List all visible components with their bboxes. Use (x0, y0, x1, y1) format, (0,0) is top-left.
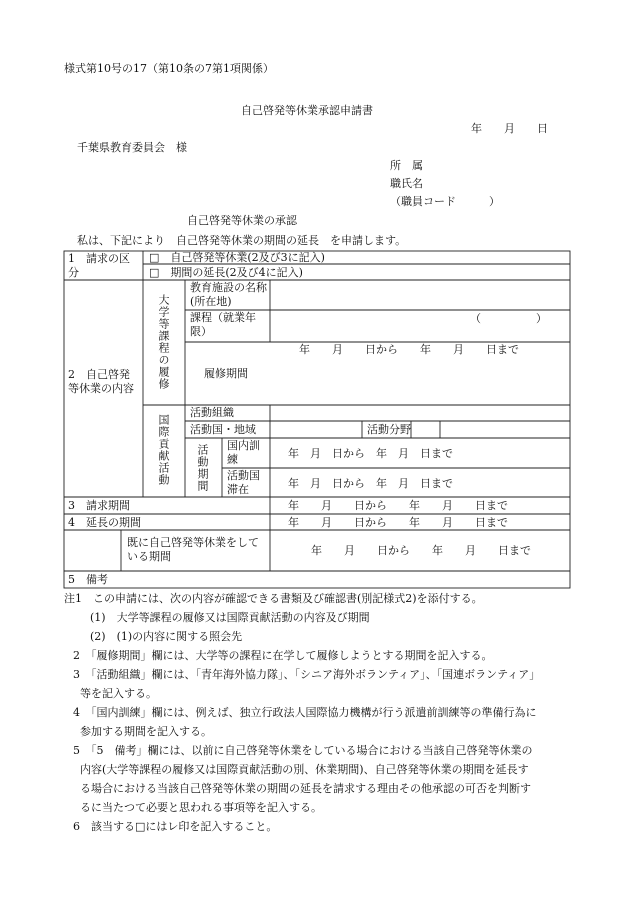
note-6: 6 該当する□にはレ印を記入すること。 (73, 820, 278, 833)
note-1-2: (2) (1)の内容に関する照会先 (90, 630, 243, 643)
edu-facility-label: 教育施設の名称(所在地) (190, 281, 267, 308)
note-4: 4 「国内訓練」欄には、例えば、独立行政法人国際協力機構が行う派遣前訓練等の準備行為に (73, 706, 537, 719)
study-period-value: 年 月 日から 年 月 日まで (299, 343, 519, 356)
note-5-cont-3: るに当たつて必要と思われる事項等を記入する。 (80, 801, 322, 814)
form-title: 自己啓発等休業承認申請書 (241, 104, 373, 117)
course-paren: （ ） (470, 312, 547, 325)
row4-label: 4 延長の期間 (68, 516, 141, 529)
country-label: 活動国・地域 (190, 423, 256, 436)
domestic-training-value: 年 月 日から 年 月 日まで (288, 447, 453, 460)
note-1: 注1 この申請には、次の内容が確認できる書類及び確認書(別記様式2)を添付する。 (64, 592, 483, 605)
form-number: 様式第10号の17（第10条の7第1項関係） (64, 62, 274, 75)
study-period-label: 履修期間 (204, 367, 248, 380)
univ-course-label: 大学等課程の履修 (157, 294, 170, 390)
row1-label: 1 請求の区分 (68, 252, 130, 279)
note-3: 3 「活動組織」欄には、「青年海外協力隊」、「シニア海外ボランティア」、「国連ボランティア」 (73, 668, 541, 681)
date-line: 年 月 日 (471, 122, 548, 135)
existing-leave-label: 既に自己啓発等休業をしている期間 (127, 536, 259, 563)
staff-code-label: （職員コード ） (390, 195, 500, 208)
note-5-cont-1: 内容(大学等課程の履修又は国際貢献活動の別、休業期間)、自己啓発等休業の期間を延長す (80, 763, 529, 776)
note-4-cont: 参加する期間を記入する。 (80, 725, 212, 738)
name-label: 職氏名 (390, 177, 423, 190)
field-label: 活動分野 (367, 423, 411, 436)
note-1-1: (1) 大学等課程の履修又は国際貢献活動の内容及び期間 (90, 611, 370, 624)
note-5-cont-2: る場合における当該自己啓発等休業の期間の延長を請求する理由その他承認の可否を判断す (80, 782, 531, 795)
note-3-cont: 等を記入する。 (80, 687, 157, 700)
option-self-development-leave[interactable]: □ 自己啓発等休業(2及び3に記入) (149, 251, 325, 264)
row2-label: 2 自己啓発等休業の内容 (68, 368, 134, 395)
org-label: 活動組織 (190, 406, 234, 419)
activity-period-label: 活動期間 (196, 444, 209, 492)
domestic-training-label: 国内訓練 (227, 439, 260, 466)
row5-label: 5 備考 (68, 573, 108, 586)
intl-activity-label: 国際貢献活動 (157, 414, 170, 486)
row3-label: 3 請求期間 (68, 499, 130, 512)
addressee: 千葉県教育委員会 様 (77, 141, 187, 154)
subject: 自己啓発等休業の承認 (187, 214, 297, 227)
existing-leave-value: 年 月 日から 年 月 日まで (311, 544, 531, 557)
option-period-extension[interactable]: □ 期間の延長(2及び4に記入) (149, 266, 303, 279)
note-5: 5 「5 備考」欄には、以前に自己啓発等休業をしている場合における当該自己啓発等休業の (73, 744, 533, 757)
request-sentence: 私は、下記により 自己啓発等休業の期間の延長 を申請します。 (77, 234, 407, 247)
course-label: 課程（就業年限） (190, 311, 256, 338)
stay-label: 活動国滞在 (227, 469, 260, 496)
extension-period-value: 年 月 日から 年 月 日まで (288, 516, 508, 529)
affiliation-label: 所 属 (390, 159, 423, 172)
stay-value: 年 月 日から 年 月 日まで (288, 477, 453, 490)
requested-period-value: 年 月 日から 年 月 日まで (288, 499, 508, 512)
note-2: 2 「履修期間」欄には、大学等の課程に在学して履修しようとする期間を記入する。 (73, 649, 493, 662)
